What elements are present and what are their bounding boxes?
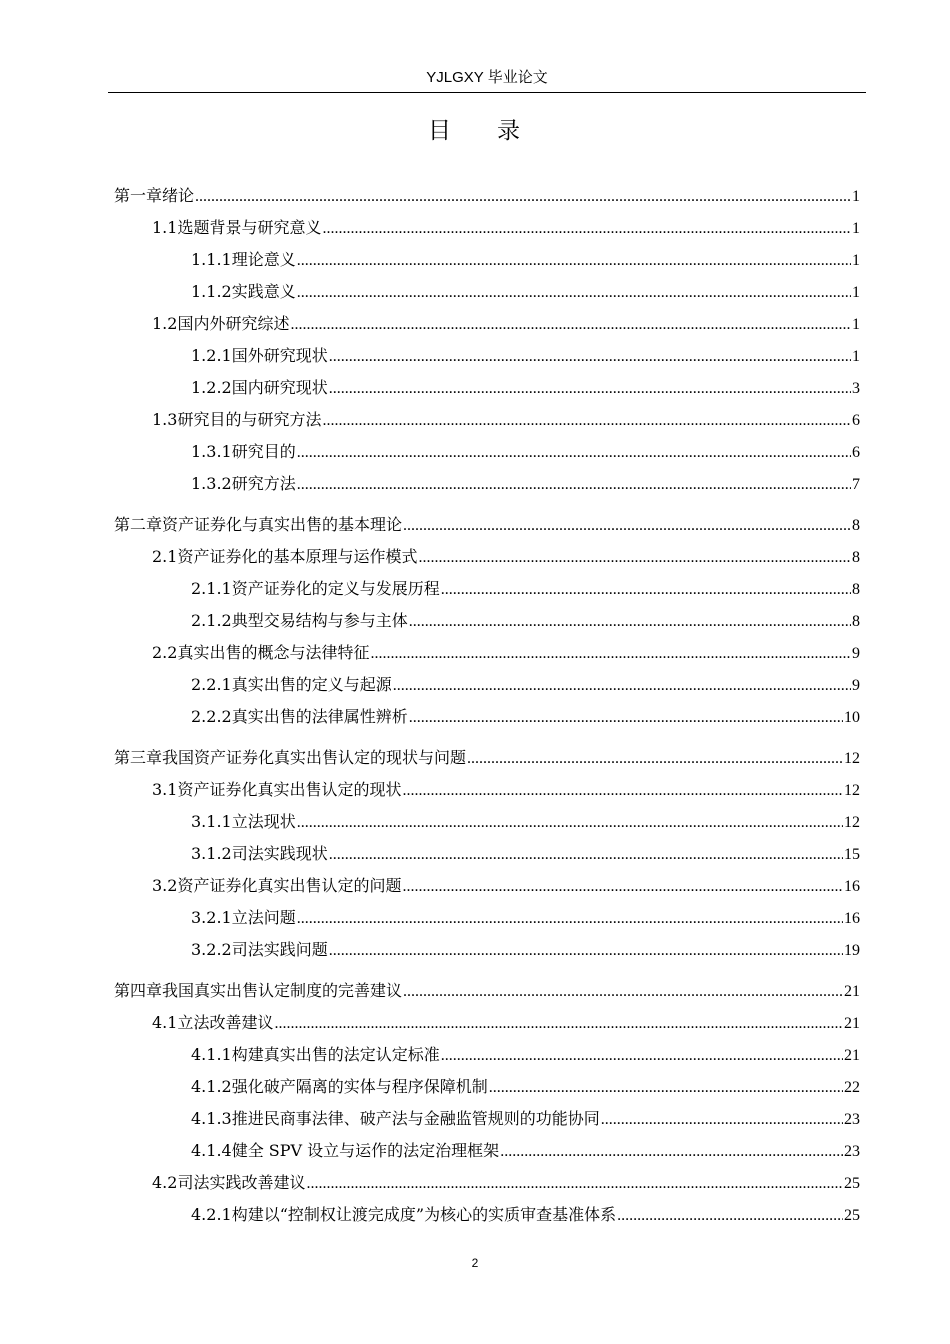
toc-page-number: 8 (852, 549, 860, 566)
toc-number: 第四章 (114, 981, 163, 1000)
toc-subsection-entry[interactable] (191, 1108, 860, 1131)
toc-chapter-entry[interactable] (114, 514, 860, 537)
toc-heading: 研究目的与研究方法 (177, 410, 322, 429)
toc-number: 第一章 (114, 186, 163, 205)
toc-number: 3.1.2 (191, 844, 232, 863)
toc-heading: 国内外研究综述 (177, 314, 290, 333)
toc-chapter-entry[interactable] (114, 980, 860, 1003)
toc-page-number: 23 (844, 1143, 860, 1160)
toc-heading: 选题背景与研究意义 (177, 218, 322, 237)
toc-number: 第三章 (114, 748, 163, 767)
toc-heading: 资产证券化的基本原理与运作模式 (177, 547, 418, 566)
toc-number: 3.2.1 (191, 908, 232, 927)
toc-page-number: 25 (844, 1175, 860, 1192)
toc-number: 1.2.1 (191, 346, 232, 365)
toc-page-number: 1 (852, 348, 860, 365)
toc-subsection-entry[interactable] (191, 674, 860, 697)
toc-number: 4.1.3 (191, 1109, 232, 1128)
toc-heading: 真实出售的定义与起源 (231, 675, 392, 694)
toc-number: 2.1.1 (191, 579, 232, 598)
toc-number: 1.1.2 (191, 282, 232, 301)
toc-subsection-entry[interactable] (191, 249, 860, 272)
toc-heading: 研究目的 (231, 442, 296, 461)
toc-page-number: 1 (852, 284, 860, 301)
toc-leader-dots (195, 186, 851, 208)
toc-leader-dots (370, 643, 851, 665)
toc-number: 2.2 (152, 643, 178, 662)
toc-chapter-entry[interactable] (114, 747, 860, 770)
toc-heading: 构建真实出售的法定认定标准 (231, 1045, 440, 1064)
toc-heading: 国内研究现状 (231, 378, 328, 397)
toc-leader-dots (297, 282, 851, 304)
toc-heading: 司法实践现状 (231, 844, 328, 863)
toc-subsection-entry[interactable] (191, 1044, 860, 1067)
toc-subsection-entry[interactable] (191, 1140, 860, 1163)
toc-leader-dots (329, 940, 843, 962)
toc-page-number: 21 (844, 1047, 860, 1064)
toc-heading: 我国资产证券化真实出售认定的现状与问题 (162, 748, 467, 767)
toc-heading: 立法改善建议 (177, 1013, 274, 1032)
toc-leader-dots (418, 547, 851, 569)
toc-number: 1.2 (152, 314, 178, 333)
toc-number: 2.2.2 (191, 707, 232, 726)
toc-leader-dots (274, 1013, 843, 1035)
toc-page-number: 22 (844, 1079, 860, 1096)
toc-page-number: 8 (852, 581, 860, 598)
toc-leader-dots (402, 780, 843, 802)
toc-heading: 司法实践问题 (231, 940, 328, 959)
toc-heading: 真实出售的概念与法律特征 (177, 643, 370, 662)
toc-number: 2.1.2 (191, 611, 232, 630)
toc-heading: 资产证券化的定义与发展历程 (231, 579, 440, 598)
toc-page-number: 21 (844, 983, 860, 1000)
toc-section-entry[interactable] (152, 546, 860, 569)
toc-subsection-entry[interactable] (191, 441, 860, 464)
toc-heading: 资产证券化与真实出售的基本理论 (162, 515, 403, 534)
toc-page-number: 6 (852, 412, 860, 429)
toc-heading: 资产证券化真实出售认定的问题 (177, 876, 402, 895)
toc-section-entry[interactable] (152, 217, 860, 240)
toc-subsection-entry[interactable] (191, 1076, 860, 1099)
toc-number: 4.2 (152, 1173, 178, 1192)
toc-page-number: 6 (852, 444, 860, 461)
toc-subsection-entry[interactable] (191, 281, 860, 304)
header-rule (108, 92, 866, 93)
toc-heading: 立法现状 (231, 812, 296, 831)
toc-leader-dots (322, 218, 851, 240)
toc-leader-dots (500, 1141, 843, 1163)
toc-subsection-entry[interactable] (191, 843, 860, 866)
toc-leader-dots (601, 1109, 843, 1131)
toc-title (0, 116, 950, 146)
toc-heading: 国外研究现状 (231, 346, 328, 365)
page-number: 2 (471, 1256, 479, 1270)
toc-heading: 实践意义 (231, 282, 296, 301)
toc-number: 第二章 (114, 515, 163, 534)
toc-leader-dots (329, 378, 851, 400)
toc-number: 4.1.1 (191, 1045, 232, 1064)
toc-subsection-entry[interactable] (191, 1204, 860, 1227)
toc-page-number: 9 (852, 645, 860, 662)
toc-number: 3.2.2 (191, 940, 232, 959)
toc-leader-dots (409, 707, 843, 729)
toc-leader-dots (297, 908, 843, 930)
toc-leader-dots (402, 876, 843, 898)
toc-section-entry[interactable] (152, 779, 860, 802)
title-char-2: 录 (497, 118, 522, 144)
toc-leader-dots (441, 1045, 843, 1067)
toc-leader-dots (297, 250, 851, 272)
toc-subsection-entry[interactable] (191, 610, 860, 633)
toc-section-entry[interactable] (152, 313, 860, 336)
toc-leader-dots (329, 346, 851, 368)
toc-leader-dots (306, 1173, 843, 1195)
toc-heading: 真实出售的法律属性辨析 (231, 707, 408, 726)
toc-heading: 推进民商事法律、破产法与金融监管规则的功能协同 (231, 1109, 600, 1128)
toc-page-number: 25 (844, 1207, 860, 1224)
toc-heading: 典型交易结构与参与主体 (231, 611, 408, 630)
toc-section-entry[interactable] (152, 1172, 860, 1195)
toc-chapter-entry[interactable] (114, 185, 860, 208)
toc-section-entry[interactable] (152, 409, 860, 432)
toc-page-number: 12 (844, 782, 860, 799)
toc-page-number: 8 (852, 517, 860, 534)
toc-subsection-entry[interactable] (191, 811, 860, 834)
toc-heading: 理论意义 (231, 250, 296, 269)
toc-section-entry[interactable] (152, 875, 860, 898)
toc-page-number: 1 (852, 220, 860, 237)
toc-subsection-entry[interactable] (191, 907, 860, 930)
toc-heading: 我国真实出售认定制度的完善建议 (162, 981, 403, 1000)
toc-heading: 绪论 (162, 186, 195, 205)
toc-heading: 健全 SPV 设立与运作的法定治理框架 (231, 1141, 500, 1160)
toc-page-number: 19 (844, 942, 860, 959)
toc-subsection-entry[interactable] (191, 473, 860, 496)
toc-page-number: 1 (852, 188, 860, 205)
toc-page-number: 1 (852, 252, 860, 269)
toc-leader-dots (617, 1205, 843, 1227)
toc-page-number: 9 (852, 677, 860, 694)
toc-leader-dots (393, 675, 851, 697)
toc-leader-dots (409, 611, 851, 633)
toc-section-entry[interactable] (152, 642, 860, 665)
toc-subsection-entry[interactable] (191, 345, 860, 368)
toc-leader-dots (297, 474, 851, 496)
toc-leader-dots (290, 314, 851, 336)
toc-number: 1.3 (152, 410, 178, 429)
toc-page-number: 12 (844, 750, 860, 767)
toc-leader-dots (467, 748, 843, 770)
toc-number: 4.1.4 (191, 1141, 232, 1160)
toc-leader-dots (297, 812, 843, 834)
toc-page-number: 8 (852, 613, 860, 630)
toc-leader-dots (441, 579, 851, 601)
toc-heading: 研究方法 (231, 474, 296, 493)
toc-number: 4.2.1 (191, 1205, 232, 1224)
toc-page-number: 12 (844, 814, 860, 831)
toc-number: 1.2.2 (191, 378, 232, 397)
page-header: YJLGXY 毕业论文 (426, 69, 548, 86)
toc-page-number: 23 (844, 1111, 860, 1128)
toc-heading: 司法实践改善建议 (177, 1173, 306, 1192)
toc-number: 1.1.1 (191, 250, 232, 269)
toc-number: 4.1 (152, 1013, 178, 1032)
toc-section-entry[interactable] (152, 1012, 860, 1035)
toc-number: 3.1 (152, 780, 178, 799)
toc-leader-dots (322, 410, 851, 432)
toc-leader-dots (403, 515, 851, 537)
toc-page-number: 1 (852, 316, 860, 333)
toc-leader-dots (403, 981, 843, 1003)
toc-number: 1.1 (152, 218, 178, 237)
title-char-1: 目 (428, 118, 453, 144)
toc-number: 4.1.2 (191, 1077, 232, 1096)
toc-number: 2.1 (152, 547, 178, 566)
toc-subsection-entry[interactable] (191, 706, 860, 729)
toc-heading: 资产证券化真实出售认定的现状 (177, 780, 402, 799)
toc-number: 3.1.1 (191, 812, 232, 831)
toc-page-number: 16 (844, 878, 860, 895)
toc-page-number: 16 (844, 910, 860, 927)
toc-number: 2.2.1 (191, 675, 232, 694)
toc-page-number: 7 (852, 476, 860, 493)
toc-page-number: 3 (852, 380, 860, 397)
toc-page-number: 10 (844, 709, 860, 726)
toc-leader-dots (329, 844, 843, 866)
toc-number: 1.3.2 (191, 474, 232, 493)
toc-leader-dots (297, 442, 851, 464)
toc-subsection-entry[interactable] (191, 939, 860, 962)
toc-heading: 立法问题 (231, 908, 296, 927)
toc-heading: 构建以“控制权让渡完成度”为核心的实质审查基准体系 (231, 1205, 617, 1224)
toc-number: 3.2 (152, 876, 178, 895)
toc-heading: 强化破产隔离的实体与程序保障机制 (231, 1077, 488, 1096)
toc-number: 1.3.1 (191, 442, 232, 461)
toc-subsection-entry[interactable] (191, 578, 860, 601)
toc-page-number: 15 (844, 846, 860, 863)
toc-leader-dots (489, 1077, 843, 1099)
toc-subsection-entry[interactable] (191, 377, 860, 400)
toc-page-number: 21 (844, 1015, 860, 1032)
